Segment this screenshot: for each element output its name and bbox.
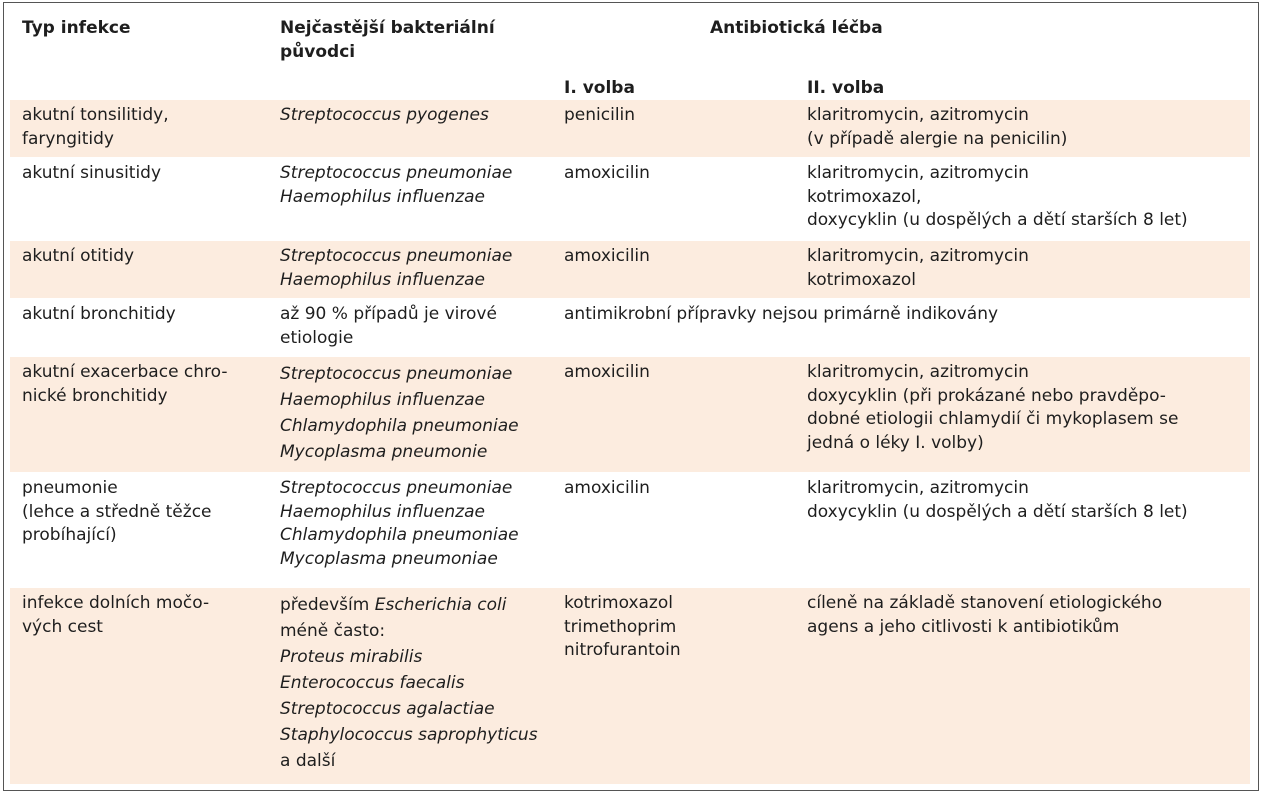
first-choice-line: trimethoprim [564, 616, 677, 637]
infection-type-line: vých cest [22, 616, 103, 637]
pathogen-species: Mycoplasma pneumoniae [280, 548, 498, 569]
pathogen-species: Proteus mirabilis [280, 647, 423, 667]
second-choice [807, 477, 1188, 524]
first-choice [564, 592, 681, 663]
second-choice-line: klaritromycin, azitromycin [807, 478, 1029, 498]
pathogen-species: Chlamydophila pneumoniae [280, 525, 519, 545]
pathogens [280, 592, 538, 774]
pathogen-line [280, 439, 519, 465]
second-choice [807, 162, 1188, 233]
pathogens [280, 104, 489, 128]
second-choice-line: doxycyklin (při prokázané nebo pravděpo- [807, 385, 1166, 406]
second-choice-line: (v případě alergie na penicilin) [807, 128, 1068, 149]
second-choice-line: doxycyklin (u dospělých a dětí starších 8 let) [807, 210, 1188, 230]
pathogen-line [280, 477, 519, 501]
pathogens [280, 361, 519, 465]
pathogen-line [280, 618, 538, 644]
first-choice-line: penicilin [564, 105, 636, 125]
infection-type-line: akutní otitidy [22, 246, 135, 266]
second-choice-line: klaritromycin, azitromycin [807, 246, 1029, 266]
table-row [10, 241, 1250, 298]
pathogens [280, 303, 497, 350]
pathogen-line [280, 722, 538, 748]
pathogen-line [280, 524, 519, 548]
pathogen-line [280, 104, 489, 128]
second-choice-line: kotrimoxazol, [807, 186, 922, 207]
pathogens [280, 162, 512, 209]
infection-type [22, 592, 209, 639]
infection-type-line: akutní exacerbace chro- [22, 362, 228, 382]
header-pathogens-line1: Nejčastější bakteriální [280, 18, 495, 38]
infection-type-line: akutní bronchitidy [22, 304, 176, 324]
pathogen-line [280, 644, 538, 670]
pathogen-species: Haemophilus influenzae [280, 501, 485, 522]
first-choice [564, 104, 635, 128]
infection-type-line: nické bronchitidy [22, 385, 168, 406]
pathogen-species: Enterococcus faecalis [280, 673, 465, 693]
first-choice-line: amoxicilin [564, 246, 650, 266]
first-choice-line: amoxicilin [564, 362, 650, 382]
infection-type [22, 162, 161, 186]
first-choice-line: amoxicilin [564, 163, 650, 183]
first-choice [564, 245, 650, 269]
pathogen-line [280, 303, 497, 327]
first-choice-line: amoxicilin [564, 478, 650, 498]
pathogen-line [280, 245, 512, 269]
pathogen-text: a další [280, 751, 336, 771]
pathogen-line [280, 501, 519, 525]
second-choice-line: klaritromycin, azitromycin [807, 163, 1029, 183]
first-choice [564, 361, 650, 385]
pathogen-species: Staphylococcus saprophyticus [280, 725, 538, 745]
table-row [10, 100, 1250, 157]
pathogen-species: Streptococcus pneumoniae [280, 364, 513, 384]
second-choice-line: klaritromycin, azitromycin [807, 362, 1029, 382]
infection-type [22, 477, 212, 548]
pathogen-line [280, 387, 519, 413]
second-choice-line: agens a jeho citlivosti k antibiotikům [807, 616, 1120, 637]
second-choice-line: kotrimoxazol [807, 269, 916, 290]
pathogen-text: méně často: [280, 621, 386, 641]
pathogens [280, 245, 512, 292]
second-choice-line: dobné etiologii chlamydií či mykoplasem se [807, 409, 1179, 429]
pathogen-line [280, 269, 512, 293]
header-first-choice: I. volba [564, 78, 635, 98]
infection-type-line: faryngitidy [22, 128, 114, 149]
pathogen-species: Mycoplasma pneumonie [280, 442, 488, 462]
pathogen-species: Streptococcus pneumoniae [280, 246, 513, 266]
pathogen-text: etiologie [280, 327, 354, 348]
pathogens [280, 477, 519, 571]
second-choice [807, 104, 1067, 151]
pathogen-line [280, 413, 519, 439]
pathogen-species: Streptococcus agalactiae [280, 699, 495, 719]
pathogen-line [280, 186, 512, 210]
treatment-span: antimikrobní přípravky nejsou primárně indikovány [564, 304, 999, 324]
second-choice-line: doxycyklin (u dospělých a dětí starších 8 let) [807, 501, 1188, 522]
infection-type [22, 303, 176, 327]
first-choice-line: nitrofurantoin [564, 640, 681, 660]
infection-type-line: infekce dolních močo- [22, 593, 210, 613]
pathogen-species: Chlamydophila pneumoniae [280, 416, 519, 436]
infection-type-line: akutní tonsilitidy, [22, 105, 169, 125]
second-choice-line: cíleně na základě stanovení etiologického [807, 593, 1163, 613]
pathogen-line [280, 670, 538, 696]
pathogen-species: Escherichia coli [374, 595, 507, 615]
infection-type-line: probíhající) [22, 525, 117, 545]
header-treatment: Antibiotická léčba [710, 18, 883, 38]
header-pathogens-line2: původci [280, 42, 356, 62]
first-choice-line: kotrimoxazol [564, 593, 673, 613]
first-choice [564, 477, 650, 501]
pathogen-species: Streptococcus pneumoniae [280, 163, 513, 183]
header-type: Typ infekce [22, 18, 131, 38]
pathogen-species: Haemophilus influenzae [280, 186, 485, 207]
pathogen-line [280, 748, 538, 774]
second-choice [807, 592, 1162, 639]
pathogen-text: především [280, 595, 375, 615]
table-row [10, 357, 1250, 472]
first-choice [564, 162, 650, 186]
table-row [10, 299, 1250, 356]
table-row [10, 158, 1250, 240]
second-choice [807, 361, 1178, 455]
pathogen-line [280, 162, 512, 186]
table-row [10, 473, 1250, 587]
pathogen-line [280, 548, 519, 572]
pathogen-text: až 90 % případů je virové [280, 304, 497, 324]
pathogen-line [280, 696, 538, 722]
header-second-choice: II. volba [807, 78, 885, 98]
second-choice [807, 245, 1029, 292]
pathogen-line [280, 592, 538, 618]
pathogen-species: Streptococcus pneumoniae [280, 478, 513, 498]
infection-type [22, 245, 134, 269]
second-choice-line: jedná o léky I. volby) [807, 432, 984, 453]
pathogen-species: Streptococcus pyogenes [280, 105, 489, 125]
infection-type [22, 104, 169, 151]
pathogen-line [280, 361, 519, 387]
pathogen-species: Haemophilus influenzae [280, 269, 485, 290]
second-choice-line: klaritromycin, azitromycin [807, 105, 1029, 125]
pathogen-line [280, 327, 497, 351]
pathogen-species: Haemophilus influenzae [280, 390, 485, 410]
infection-type [22, 361, 228, 408]
infection-type-line: (lehce a středně těžce [22, 501, 212, 522]
infection-type-line: akutní sinusitidy [22, 163, 162, 183]
table-row [10, 588, 1250, 784]
infection-type-line: pneumonie [22, 478, 118, 498]
